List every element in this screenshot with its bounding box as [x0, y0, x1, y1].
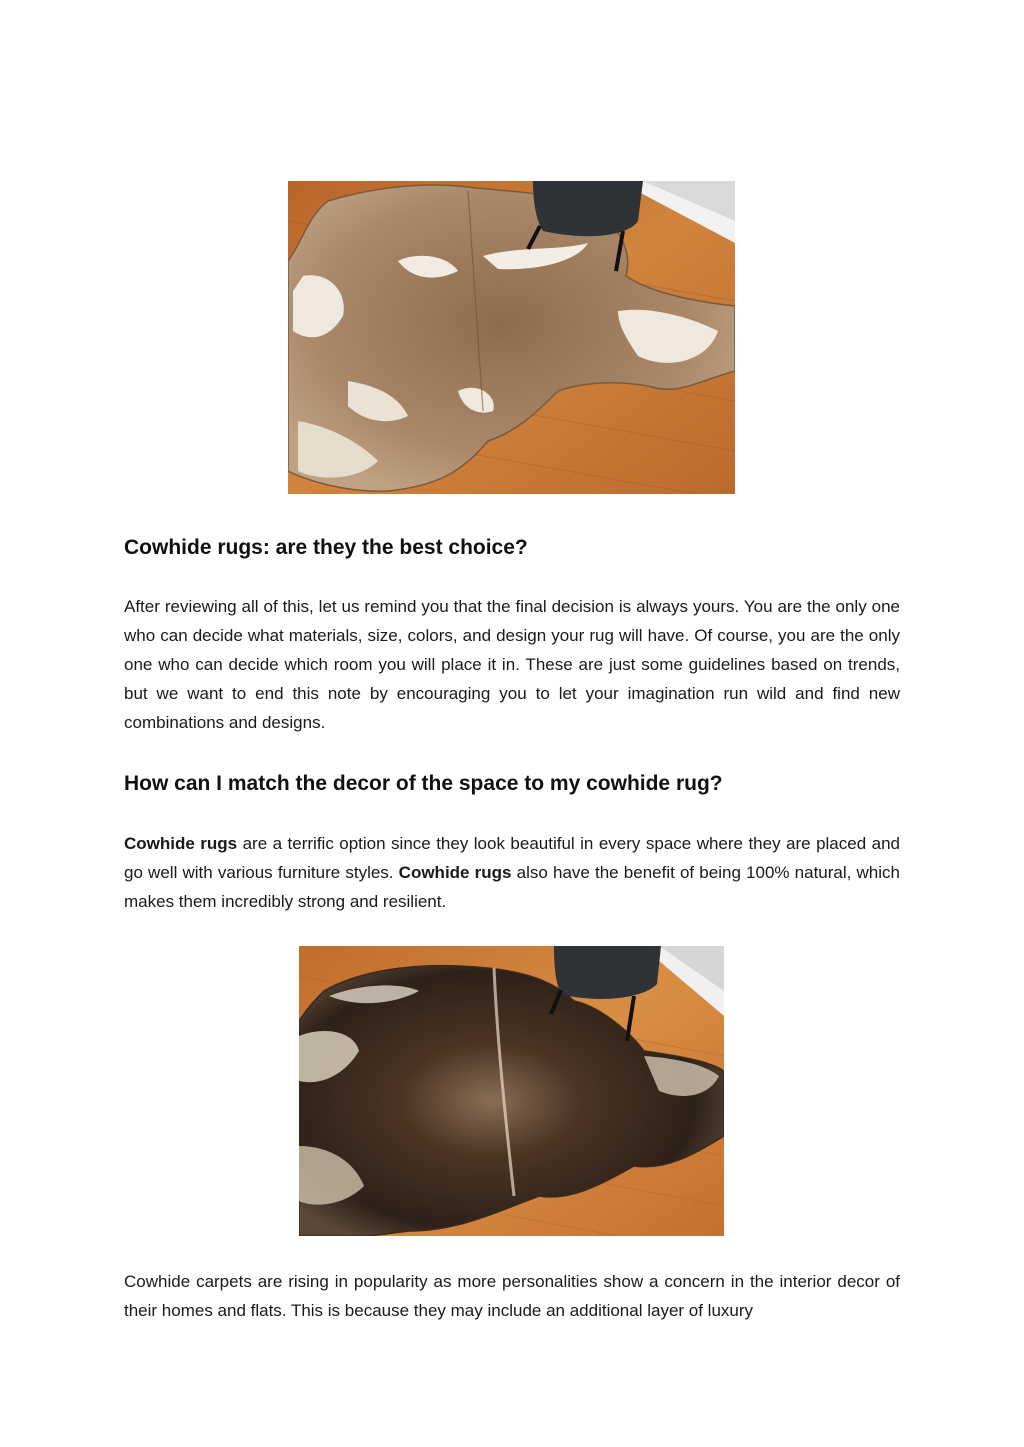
section-heading-match-decor: How can I match the decor of the space to my cowhide rug?: [124, 772, 723, 795]
cowhide-rug-photo-light: [288, 181, 735, 494]
paragraph-final-decision: After reviewing all of this, let us remind you that the final decision is always yours. You are the only one who can decide what materials, size, colors, and design your rug will have. Of course, you are the only one who can decide which room you will place it in. These are just some guidelines based on trends, but we want to end this note by encouraging you to let your imagination run wild and find new combinations and designs.: [124, 597, 900, 732]
bold-term-cowhide-rugs: Cowhide rugs: [124, 834, 238, 853]
paragraph-text-part: also have the benefit of being 100% natural, which makes them incredibly strong and resilient.: [124, 863, 900, 911]
paragraph-text-part: are a terrific option since they look beautiful in every space where they are placed and go well with various furniture styles.: [124, 834, 900, 882]
section-heading-best-choice: Cowhide rugs: are they the best choice?: [124, 536, 528, 559]
cowhide-rug-photo-light-image: [288, 181, 735, 494]
cowhide-rug-photo-dark: [299, 946, 724, 1236]
bold-term-cowhide-rugs: Cowhide rugs: [398, 863, 512, 882]
paragraph-rising-popularity: Cowhide carpets are rising in popularity as more personalities show a concern in the interior decor of their homes and flats. This is because they may include an additional layer of luxury: [124, 1272, 900, 1320]
cowhide-rug-photo-dark-image: [299, 946, 724, 1236]
paragraph-cowhide-benefits: [124, 829, 900, 916]
